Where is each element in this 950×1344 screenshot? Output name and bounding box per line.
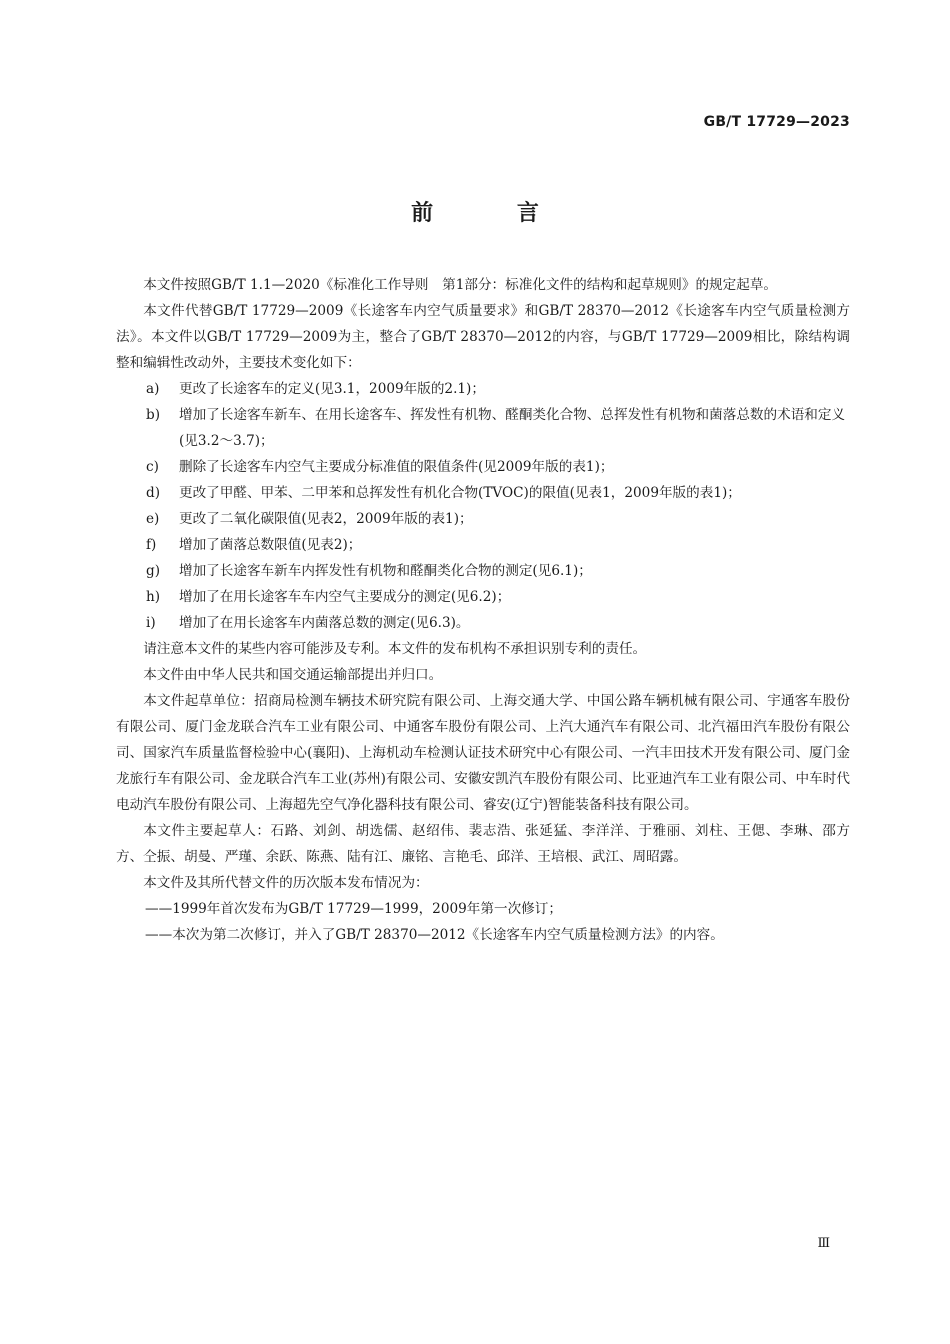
list-item-text: 增加了菌落总数限值(见表2)； — [179, 537, 362, 553]
list-item — [116, 532, 850, 558]
changes-list — [116, 376, 850, 636]
list-item-text: 删除了长途客车内空气主要成分标准值的限值条件(见2009年版的表1)； — [179, 459, 614, 475]
list-item-mark: g) — [146, 563, 161, 579]
history-item: ——1999年首次发布为GB/T 17729—1999，2009年第一次修订； — [145, 901, 562, 917]
list-item-text: 更改了甲醛、甲苯、二甲苯和总挥发性有机化合物(TVOC)的限值(见表1，2009年版的表1)； — [179, 485, 741, 501]
paragraph-drafting-units: 本文件起草单位：招商局检测车辆技术研究院有限公司、上海交通大学、中国公路车辆机械有限公司、宇通客车股份有限公司、厦门金龙联合汽车工业有限公司、中通客车股份有限公司、上汽大通汽车有限公司、北汽福田汽车股份有限公司、国家汽车质量监督检验中心(襄阳)、上海机动车检测认证技术研究中心有限公司、一汽丰田技术开发有限公司、厦门金龙旅行车有限公司、金龙联合汽车工业(苏州)有限公司、安徽安凯汽车股份有限公司、比亚迪汽车工业有限公司、中车时代电动汽车股份有限公司、上海超先空气净化器科技有限公司、睿安(辽宁)智能装备科技有限公司。 — [116, 693, 850, 813]
paragraph-drafters: 本文件主要起草人：石路、刘剑、胡选儒、赵绍伟、裴志浩、张延猛、李洋洋、于雅丽、刘柱、王偲、李琳、邵方方、仝振、胡曼、严瑾、余跃、陈燕、陆有江、廉铭、言艳毛、邱洋、王培根、武江、周昭露。 — [116, 823, 850, 865]
paragraph-drafting-rules: 本文件按照GB/T 1.1—2020《标准化工作导则 第1部分：标准化文件的结构和起草规则》的规定起草。 — [143, 277, 778, 293]
list-item-text: 增加了在用长途客车内菌落总数的测定(见6.3)。 — [179, 615, 470, 631]
paragraph-patent-notice: 请注意本文件的某些内容可能涉及专利。本文件的发布机构不承担识别专利的责任。 — [143, 641, 647, 657]
list-item — [116, 454, 850, 480]
list-item-mark: c) — [146, 459, 159, 475]
list-item — [116, 506, 850, 532]
history-item: ——本次为第二次修订，并入了GB/T 28370—2012《长途客车内空气质量检测方法》的内容。 — [145, 927, 724, 943]
list-item-mark: h) — [146, 589, 161, 605]
list-item-mark: f) — [146, 537, 157, 553]
page-title: 前 言 — [411, 201, 577, 226]
list-item — [116, 480, 850, 506]
list-item — [116, 584, 850, 610]
list-item — [116, 558, 850, 584]
page-number: Ⅲ — [817, 1236, 830, 1251]
list-item-text: 增加了长途客车新车、在用长途客车、挥发性有机物、醛酮类化合物、总挥发性有机物和菌落总数的术语和定义(见3.2～3.7)； — [179, 407, 846, 449]
list-item-mark: d) — [146, 485, 161, 501]
list-item-text: 更改了长途客车的定义(见3.1，2009年版的2.1)； — [179, 381, 485, 397]
list-item-mark: a) — [146, 381, 160, 397]
paragraph-replacement: 本文件代替GB/T 17729—2009《长途客车内空气质量要求》和GB/T 28370—2012《长途客车内空气质量检测方法》。本文件以GB/T 17729—2009为主，整合了GB/T 28370—2012的内容，与GB/T 17729—2009相比，除结构调整和编辑性改动外，主要技术变化如下： — [116, 303, 850, 371]
list-item-mark: i) — [146, 615, 156, 631]
list-item-mark: e) — [146, 511, 160, 527]
history-list — [116, 896, 850, 948]
list-item-text: 增加了长途客车新车内挥发性有机物和醛酮类化合物的测定(见6.1)； — [179, 563, 592, 579]
list-item — [116, 402, 850, 454]
list-item-mark: b) — [146, 407, 161, 423]
list-item-text: 增加了在用长途客车车内空气主要成分的测定(见6.2)； — [179, 589, 511, 605]
list-item — [116, 376, 850, 402]
list-item-text: 更改了二氧化碳限值(见表2，2009年版的表1)； — [179, 511, 473, 527]
standard-code: GB/T 17729—2023 — [703, 114, 850, 130]
list-item — [116, 610, 850, 636]
paragraph-history-intro: 本文件及其所代替文件的历次版本发布情况为： — [143, 875, 429, 891]
document-body — [116, 272, 850, 948]
paragraph-proposer: 本文件由中华人民共和国交通运输部提出并归口。 — [143, 667, 443, 683]
